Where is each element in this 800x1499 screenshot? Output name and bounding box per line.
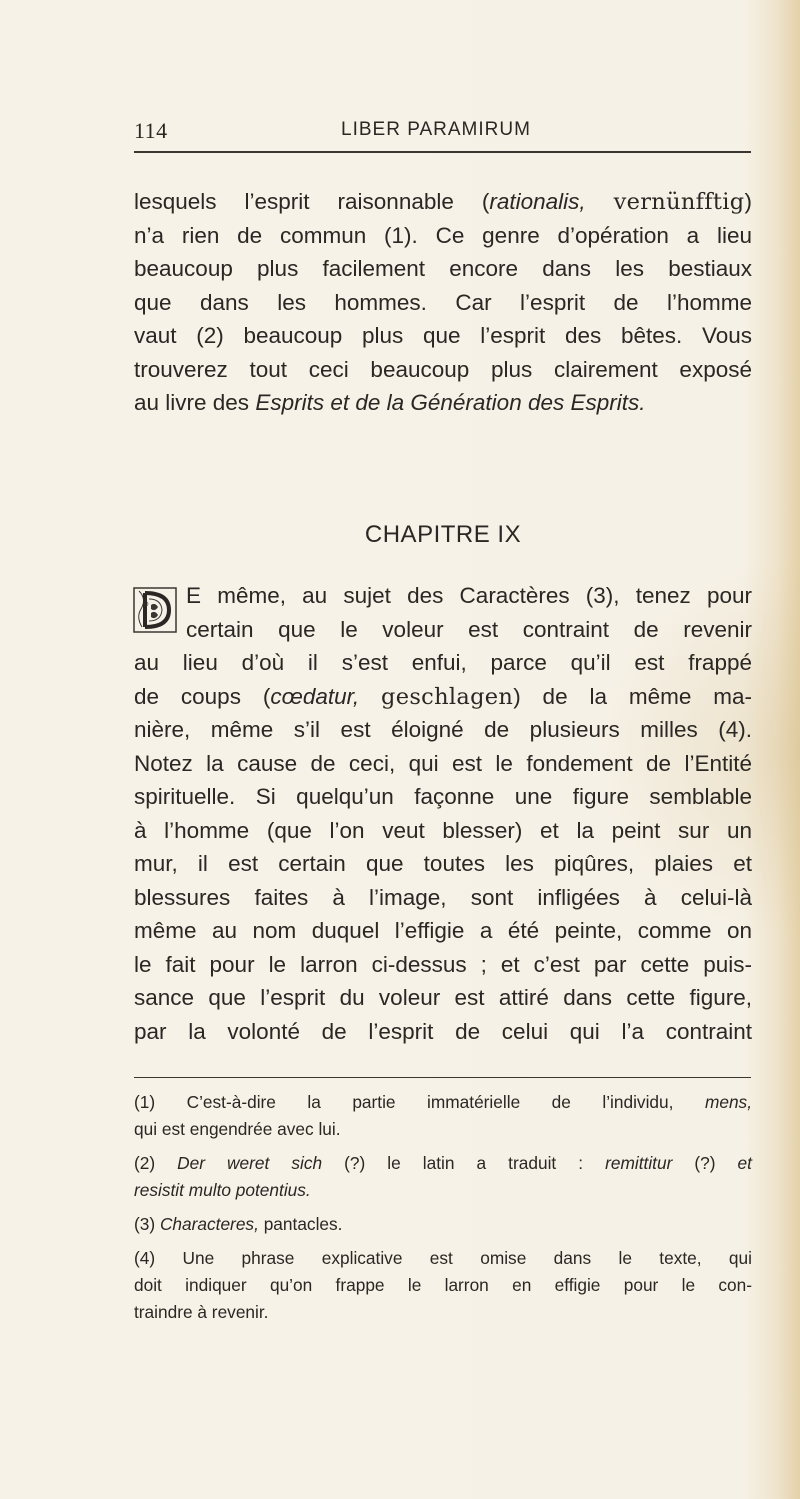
text-line: par la volonté de l’esprit de celui qui l’a contraint (134, 1018, 752, 1044)
footnote-2-line: resistit multo potentius. (134, 1180, 311, 1200)
footnote-4-line: (4) Une phrase explicative est omise dans le texte, qui (134, 1248, 752, 1268)
footnote-2-line: (2) Der weret sich (?) le latin a traduit : remittitur (?) et (134, 1153, 752, 1173)
footnote-1-line: qui est engendrée avec lui. (134, 1119, 341, 1139)
footnote-4-line: doit indiquer qu’on frappe le larron en effigie pour le con- (134, 1275, 752, 1295)
footnote-1-line: (1) C’est-à-dire la partie immatérielle de l’individu, mens, (134, 1092, 752, 1112)
running-title: LIBER PARAMIRUM (341, 119, 531, 140)
header-rule (134, 151, 751, 153)
footnote-3-line: (3) Characteres, pantacles. (134, 1214, 343, 1234)
text-line: certain que le voleur est contraint de revenir (186, 616, 752, 642)
text-line: beaucoup plus facilement encore dans les bestiaux (134, 256, 752, 281)
text-line: nière, même s’il est éloigné de plusieurs milles (4). (134, 717, 752, 742)
chapter-heading: CHAPITRE IX (364, 521, 522, 548)
text-line: lesquels l’esprit raisonnable (rationalis, vernünfftig) (134, 189, 752, 215)
text-line: Notez la cause de ceci, qui est le fondement de l’Entité (134, 750, 752, 776)
text-line: au lieu d’où il s’est enfui, parce qu’il est frappé (134, 650, 752, 675)
text-line: à l’homme (que l’on veut blesser) et la peint sur un (134, 817, 752, 843)
text-line: spirituelle. Si quelqu’un façonne une figure semblable (134, 784, 752, 809)
text-line: le fait pour le larron ci-dessus ; et c’est par cette puis- (134, 951, 752, 977)
svg-text:D: D (144, 601, 149, 608)
page-number: 114 (134, 118, 168, 143)
paragraph-1 (134, 185, 752, 420)
text-line: sance que l’esprit du voleur est attiré dans cette figure, (134, 985, 752, 1010)
page-header (134, 114, 752, 144)
text-line: au livre des Esprits et de la Génération des Esprits. (134, 390, 646, 415)
text-line: n’a rien de commun (1). Ce genre d’opération a lieu (134, 222, 752, 248)
text-line: même au nom duquel l’effigie a été peinte, comme on (134, 918, 752, 943)
text-line: trouverez tout ceci beaucoup plus clairement exposé (134, 356, 752, 382)
text-line: E même, au sujet des Caractères (3), tenez pour (186, 583, 752, 608)
footnote-4-line: traindre à revenir. (134, 1302, 269, 1322)
footnotes (134, 1089, 752, 1326)
footnote-rule (134, 1077, 751, 1078)
text-line: que dans les hommes. Car l’esprit de l’homme (134, 289, 752, 315)
german-term: vernünfftig (613, 189, 745, 215)
text-line: mur, il est certain que toutes les piqûres, plaies et (134, 851, 752, 876)
text-line: de coups (cœdatur, geschlagen) de la même ma- (134, 683, 752, 710)
text-line: vaut (2) beaucoup plus que l’esprit des bêtes. Vous (134, 323, 752, 348)
paragraph-2 (134, 579, 752, 1048)
text-line: blessures faites à l’image, sont infligées à celui-là (134, 884, 752, 910)
german-term: geschlagen (381, 683, 514, 710)
